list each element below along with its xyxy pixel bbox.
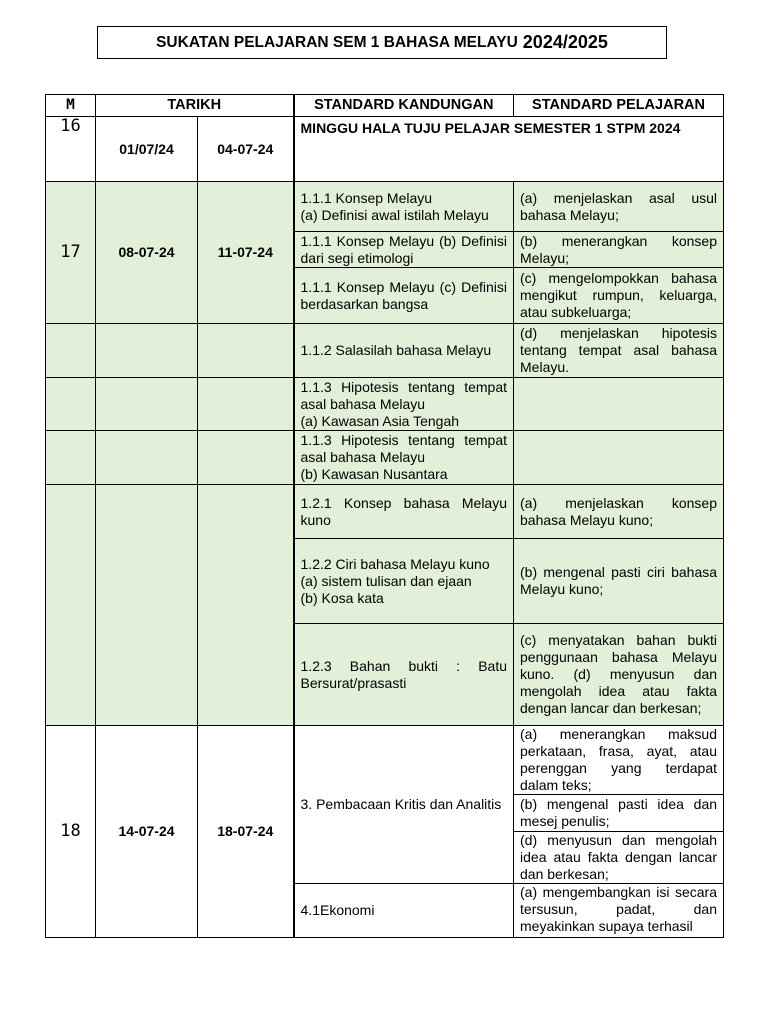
empty-cell xyxy=(96,485,198,726)
standard-pelajaran-cell: (a) menjelaskan konsep bahasa Melayu kuno; xyxy=(514,485,724,539)
sk-line: 1.1.3 Hipotesis tentang tempat asal bahasa Melayu xyxy=(300,432,508,465)
standard-pelajaran-cell: (c) mengelompokkan bahasa mengikut rumpun, keluarga, atau subkeluarga; xyxy=(514,268,724,324)
week-number: 18 xyxy=(46,726,96,938)
document-title xyxy=(97,26,667,59)
start-date: 14-07-24 xyxy=(96,726,198,938)
start-date: 01/07/24 xyxy=(96,117,198,182)
table-row xyxy=(46,485,724,539)
empty-cell xyxy=(198,485,294,726)
week16-content: MINGGU HALA TUJU PELAJAR SEMESTER 1 STPM 2024 xyxy=(294,117,724,182)
empty-cell xyxy=(46,431,96,485)
empty-cell xyxy=(96,431,198,485)
table-row xyxy=(46,726,724,795)
empty-cell xyxy=(198,324,294,378)
standard-pelajaran-cell: (b) menerangkan konsep Melayu; xyxy=(514,232,724,268)
end-date: 04-07-24 xyxy=(198,117,294,182)
week16-row xyxy=(46,117,724,182)
standard-pelajaran-cell: (a) mengembangkan isi secara tersusun, padat, dan meyakinkan supaya terhasil xyxy=(514,884,724,938)
header-standard-kandungan: STANDARD KANDUNGAN xyxy=(294,95,514,117)
empty-cell xyxy=(46,324,96,378)
standard-kandungan-cell xyxy=(294,431,514,485)
end-date: 18-07-24 xyxy=(198,726,294,938)
standard-pelajaran-cell: (b) mengenal pasti idea dan mesej penulis; xyxy=(514,795,724,832)
header-tarikh: TARIKH xyxy=(96,95,294,117)
header-m: M xyxy=(46,95,96,117)
sk-line: 1.1.1 Konsep Melayu xyxy=(300,189,433,206)
empty-cell xyxy=(198,431,294,485)
sk-line: (a) sistem tulisan dan ejaan xyxy=(300,572,472,589)
standard-pelajaran-cell: (a) menerangkan maksud perkataan, frasa, ayat, atau perenggan yang terdapat dalam teks; xyxy=(514,726,724,795)
standard-kandungan-cell: 1.1.1 Konsep Melayu (b) Definisi dari segi etimologi xyxy=(294,232,514,268)
table-row xyxy=(46,431,724,485)
table-row xyxy=(46,324,724,378)
standard-kandungan-cell: 1.1.2 Salasilah bahasa Melayu xyxy=(294,324,514,378)
start-date: 08-07-24 xyxy=(96,182,198,324)
standard-kandungan-cell xyxy=(294,539,514,624)
week-number: 16 xyxy=(46,117,96,182)
standard-pelajaran-cell: (b) mengenal pasti ciri bahasa Melayu kuno; xyxy=(514,539,724,624)
header-standard-pelajaran: STANDARD PELAJARAN xyxy=(514,95,724,117)
standard-kandungan-cell: 1.2.1 Konsep bahasa Melayu kuno xyxy=(294,485,514,539)
standard-pelajaran-cell xyxy=(514,431,724,485)
standard-pelajaran-cell: (c) menyatakan bahan bukti penggunaan bahasa Melayu kuno. (d) menyusun dan mengolah idea atau fakta dengan lancar dan berkesan; xyxy=(514,624,724,726)
standard-kandungan-cell: 1.1.1 Konsep Melayu (c) Definisi berdasarkan bangsa xyxy=(294,268,514,324)
standard-pelajaran-cell: (d) menjelaskan hipotesis tentang tempat asal bahasa Melayu. xyxy=(514,324,724,378)
sk-line: (a) Kawasan Asia Tengah xyxy=(300,412,460,429)
table-row xyxy=(46,378,724,431)
standard-pelajaran-cell: (d) menyusun dan mengolah idea atau fakta dengan lancar dan berkesan; xyxy=(514,832,724,884)
sk-line: (b) Kosa kata xyxy=(300,589,384,606)
title-text: SUKATAN PELAJARAN SEM 1 BAHASA MELAYU xyxy=(156,33,518,51)
sk-line: (b) Kawasan Nusantara xyxy=(300,466,448,482)
standard-kandungan-cell: 4.1Ekonomi xyxy=(294,884,514,938)
standard-kandungan-cell xyxy=(294,378,514,431)
standard-kandungan-cell xyxy=(294,182,514,232)
empty-cell xyxy=(96,324,198,378)
week-number: 17 xyxy=(46,182,96,324)
table-row xyxy=(46,182,724,232)
title-year: 2024/2025 xyxy=(522,32,608,52)
empty-cell xyxy=(96,378,198,431)
sk-line: 1.1.3 Hipotesis tentang tempat asal bahasa Melayu xyxy=(300,378,508,412)
standard-kandungan-cell: 3. Pembacaan Kritis dan Analitis xyxy=(294,726,514,884)
empty-cell xyxy=(46,485,96,726)
standard-pelajaran-cell: (a) menjelaskan asal usul bahasa Melayu; xyxy=(514,182,724,232)
empty-cell xyxy=(198,378,294,431)
sk-line: (a) Definisi awal istilah Melayu xyxy=(300,206,489,223)
sk-line: 1.2.2 Ciri bahasa Melayu kuno xyxy=(300,555,490,572)
end-date: 11-07-24 xyxy=(198,182,294,324)
syllabus-table xyxy=(45,94,724,938)
header-row xyxy=(46,95,724,117)
standard-kandungan-cell: 1.2.3 Bahan bukti : Batu Bersurat/prasasti xyxy=(294,624,514,726)
empty-cell xyxy=(46,378,96,431)
standard-pelajaran-cell xyxy=(514,378,724,431)
